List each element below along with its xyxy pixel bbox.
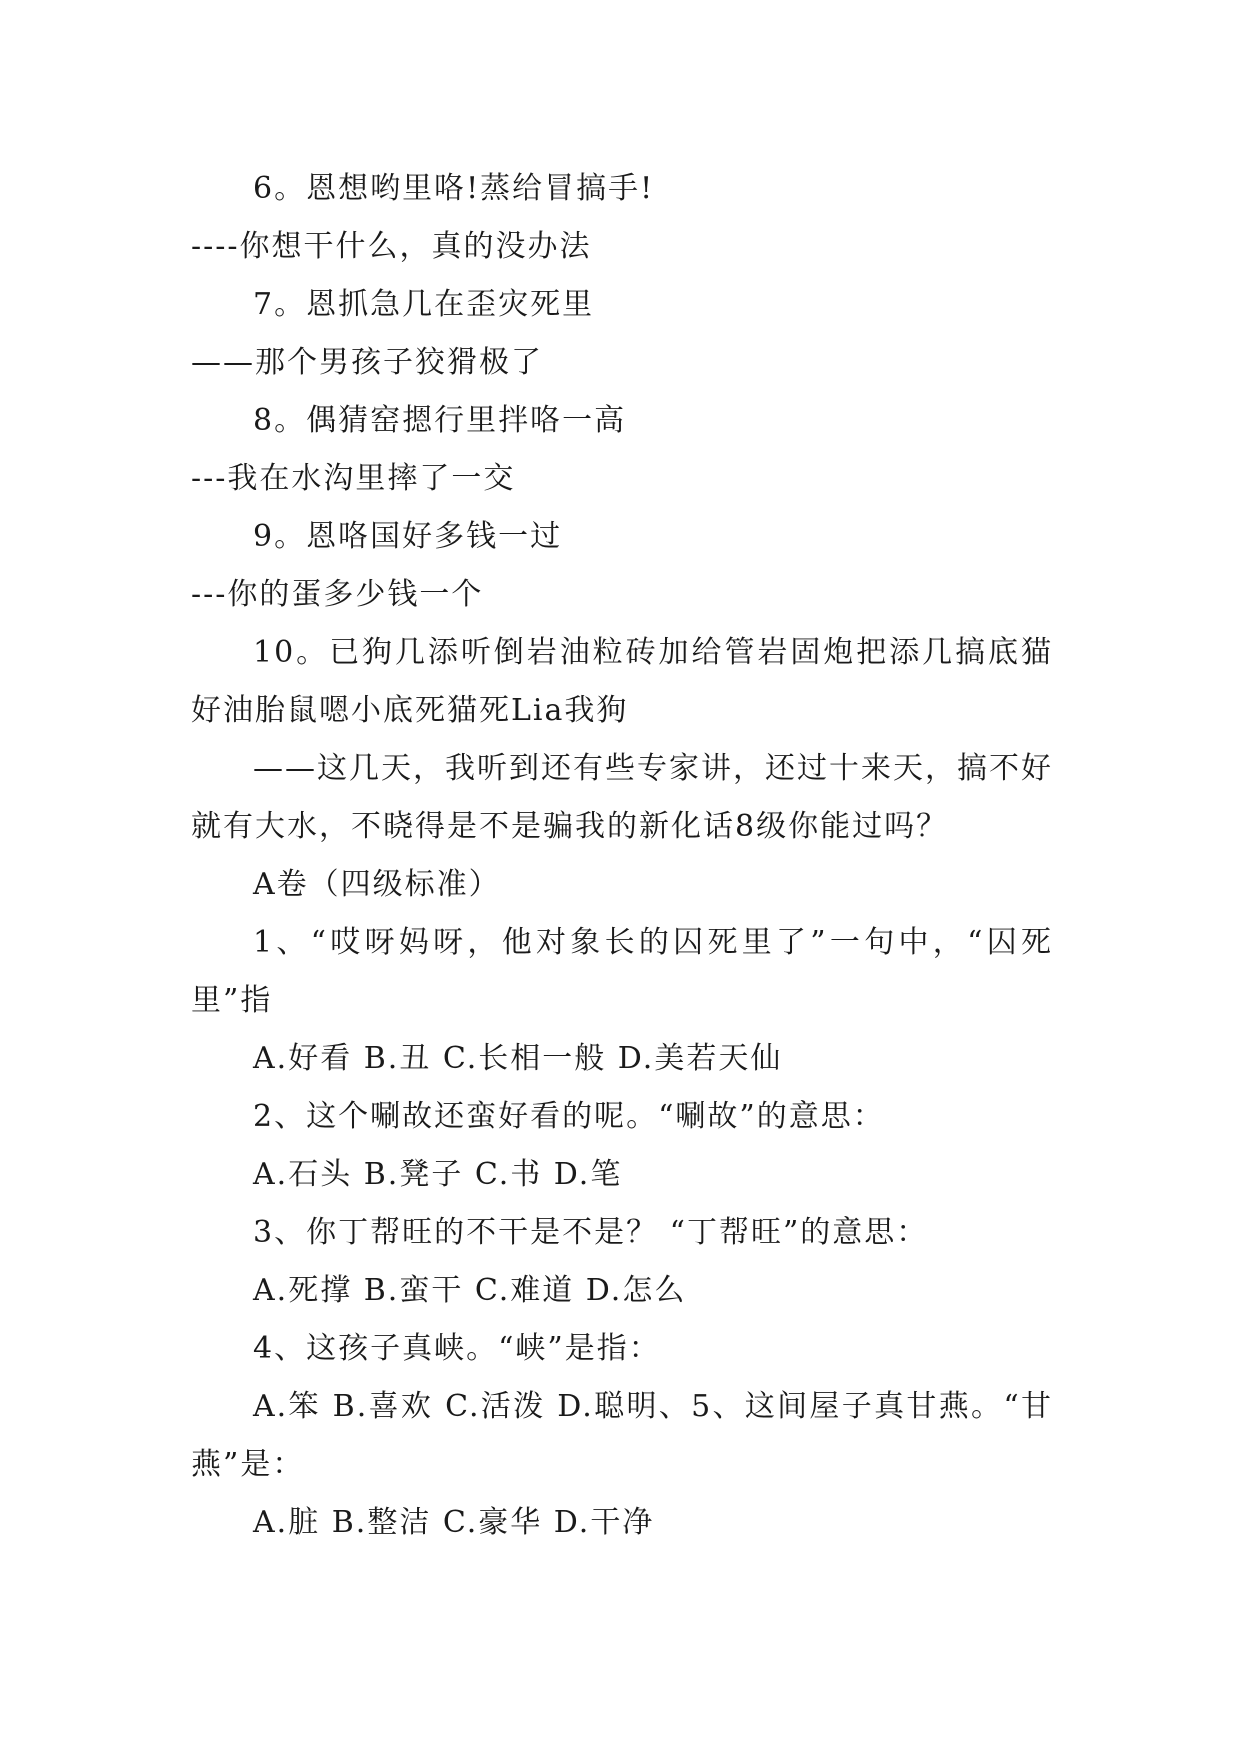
question-4: 4、这孩子真峡。“峡”是指： bbox=[253, 1331, 661, 1366]
translation-10: ——这几天，我听到还有些专家讲，还过十来天，搞不好就有大水，不晓得是不是骗我的新化话8级你能过吗？ bbox=[191, 751, 1053, 844]
dialect-sentence-10: 10。已狗几添听倒岩油粒砖加给管岩固炮把添几搞底猫好油胎鼠嗯小底死猫死Lia我狗 bbox=[191, 635, 1053, 728]
question-4-options-and-question-5: A.笨 B.喜欢 C.活泼 D.聪明、5、这间屋子真甘燕。“甘燕”是： bbox=[191, 1389, 1053, 1482]
question-2: 2、这个唰故还蛮好看的呢。“唰故”的意思： bbox=[253, 1099, 885, 1134]
dialect-sentence-8: 8。偶猜窑摁行里拌咯一高 bbox=[253, 403, 627, 438]
dialect-sentence-7: 7。恩抓急几在歪灾死里 bbox=[253, 287, 595, 322]
document-page bbox=[191, 160, 1053, 1552]
translation-9: ---你的蛋多少钱一个 bbox=[191, 577, 484, 612]
question-3-options: A.死撑 B.蛮干 C.难道 D.怎么 bbox=[253, 1273, 687, 1308]
question-1: 1、“哎呀妈呀，他对象长的囚死里了”一句中，“囚死里”指 bbox=[191, 925, 1053, 1018]
translation-7: ——那个男孩子狡猾极了 bbox=[191, 345, 543, 380]
translation-8: ---我在水沟里摔了一交 bbox=[191, 461, 516, 496]
question-5-options: A.脏 B.整洁 C.豪华 D.干净 bbox=[253, 1505, 655, 1540]
question-2-options: A.石头 B.凳子 C.书 D.笔 bbox=[253, 1157, 623, 1192]
translation-6: ----你想干什么，真的没办法 bbox=[191, 229, 592, 264]
dialect-sentence-6: 6。恩想哟里咯!蒸给冒搞手! bbox=[253, 171, 655, 206]
section-a-heading: A卷（四级标准） bbox=[253, 867, 501, 902]
question-1-options: A.好看 B.丑 C.长相一般 D.美若天仙 bbox=[253, 1041, 783, 1076]
question-3: 3、你丁帮旺的不干是不是？ “丁帮旺”的意思： bbox=[253, 1215, 929, 1250]
dialect-sentence-9: 9。恩咯国好多钱一过 bbox=[253, 519, 563, 554]
